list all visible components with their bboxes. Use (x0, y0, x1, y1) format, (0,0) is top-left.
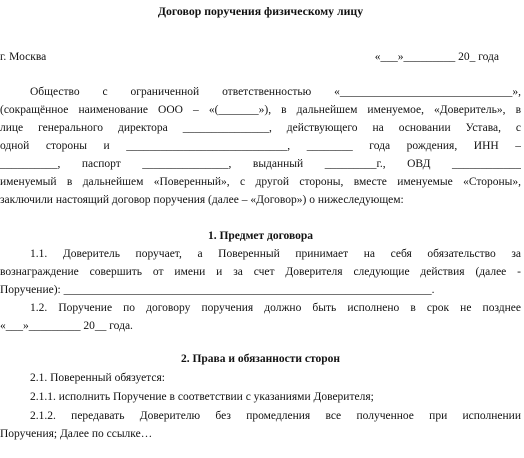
city-label: г. Москва (0, 51, 47, 63)
section1-line: 1.1. Доверитель поручает, а Поверенный принимает на себя обязательство за (30, 248, 521, 260)
preamble-line: лице генерального директора _______________, действующего на основании Устава, с (0, 122, 521, 134)
preamble-line: именуемый в дальнейшем «Поверенный», с другой стороны, вместе именуемые «Стороны», (0, 176, 521, 188)
preamble-line: (сокращённое наименование ООО – «(_______»), в дальнейшем именуемое, «Доверитель», в (0, 104, 521, 116)
section-heading: 1. Предмет договора (207, 230, 314, 242)
section1-line: вознаграждение совершить от имени и за счет Доверителя следующие действия (далее - (0, 266, 521, 278)
preamble-line: __________, паспорт _______________, выданный _________г., ОВД ____________ (0, 158, 521, 170)
preamble-line: одной стороны и ____________________________, ________ года рождения, ИНН – (0, 140, 521, 152)
preamble-line: Общество с ограниченной ответственностью «______________________________», (30, 86, 521, 98)
section1-line: Поручение): ________________________________________________________________. (0, 284, 435, 296)
section1-line: «___»_________ 20__ года. (0, 320, 133, 332)
section2-line: 2.1. Поверенный обязуется: (30, 372, 165, 384)
preamble-line: заключили настоящий договор поручения (далее – «Договор») о нижеследующем: (0, 194, 404, 206)
section-heading: 2. Права и обязанности сторон (180, 353, 341, 365)
section1-line: 1.2. Поручение по договору поручения должно быть исполнено в срок не позднее (30, 302, 521, 314)
document-title: Договор поручения физическому лицу (157, 4, 364, 18)
section2-line: 2.1.2. передавать Доверителю без промедления все полученное при исполнении (30, 410, 521, 422)
contract-date: «___»_________ 20_ года (374, 51, 499, 63)
section2-line: Поручения; Далее по ссылке… (0, 428, 153, 440)
section2-line: 2.1.1. исполнить Поручение в соответствии с указаниями Доверителя; (30, 391, 374, 403)
city-date-row (0, 49, 521, 65)
